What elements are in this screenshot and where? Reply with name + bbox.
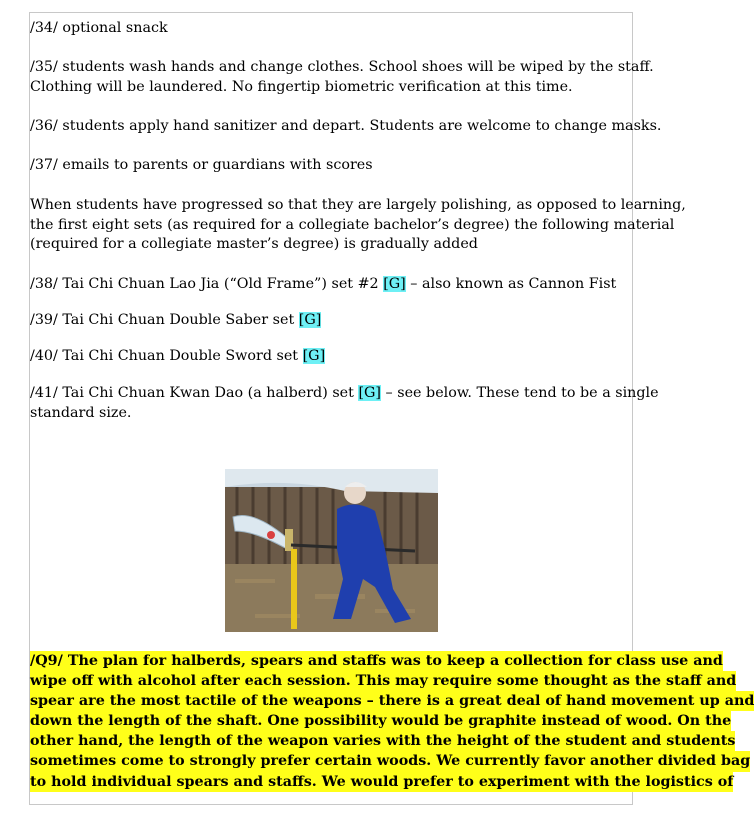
q9-line: down the length of the shaft. One possibility would be graphite instead of wood. On the	[30, 711, 731, 731]
item-41-line2: standard size.	[30, 405, 132, 421]
paragraph-line2: the first eight sets (as required for a collegiate bachelor’s degree) the following material	[30, 217, 675, 233]
item-37: /37/ emails to parents or guardians with scores	[30, 157, 373, 173]
item-41-suffix: – see below. These tend to be a single	[381, 385, 659, 401]
q9-line: spear are the most tactile of the weapons – there is a great deal of hand movement up and	[30, 691, 754, 711]
item-35-line1: /35/ students wash hands and change clothes. School shoes will be wiped by the staff.	[30, 59, 654, 75]
halberd-photo	[225, 469, 438, 632]
item-40	[30, 347, 615, 367]
q9-line: other hand, the length of the weapon varies with the height of the student and students	[30, 731, 735, 751]
q9-paragraph	[30, 651, 754, 792]
item-36: /36/ students apply hand sanitizer and depart. Students are welcome to change masks.	[30, 118, 662, 134]
paragraph-line1: When students have progressed so that they are largely polishing, as opposed to learning,	[30, 197, 686, 213]
item-39-tag: [G]	[298, 312, 322, 328]
item-38-tag: [G]	[383, 276, 406, 292]
item-38-suffix: – also known as Cannon Fist	[405, 276, 617, 292]
item-41-tag: [G]	[358, 385, 382, 401]
q9-line: sometimes come to strongly prefer certain woods. We currently favor another divided bag	[30, 751, 750, 771]
item-34: /34/ optional snack	[30, 20, 168, 36]
paragraph-line3: (required for a collegiate master’s degree) is gradually added	[30, 236, 478, 252]
item-40-tag: [G]	[302, 348, 326, 364]
item-40-text: /40/ Tai Chi Chuan Double Sword set	[30, 348, 303, 364]
q9-line: wipe off with alcohol after each session. This may require some thought as the staff and	[30, 671, 736, 691]
item-38-text: /38/ Tai Chi Chuan Lao Jia (“Old Frame”) set #2	[30, 276, 384, 292]
halberd-photo-image	[225, 469, 438, 632]
q9-line: /Q9/ The plan for halberds, spears and staffs was to keep a collection for class use and	[30, 651, 723, 671]
item-39	[30, 311, 615, 331]
item-38	[30, 275, 615, 295]
item-35-line2: Clothing will be laundered. No fingertip biometric verification at this time.	[30, 79, 573, 95]
item-39-text: /39/ Tai Chi Chuan Double Saber set	[30, 312, 299, 328]
item-41	[30, 384, 659, 404]
q9-line: to hold individual spears and staffs. We would prefer to experiment with the logistics of	[30, 772, 733, 792]
item-41-text: /41/ Tai Chi Chuan Kwan Dao (a halberd) set	[30, 385, 359, 401]
